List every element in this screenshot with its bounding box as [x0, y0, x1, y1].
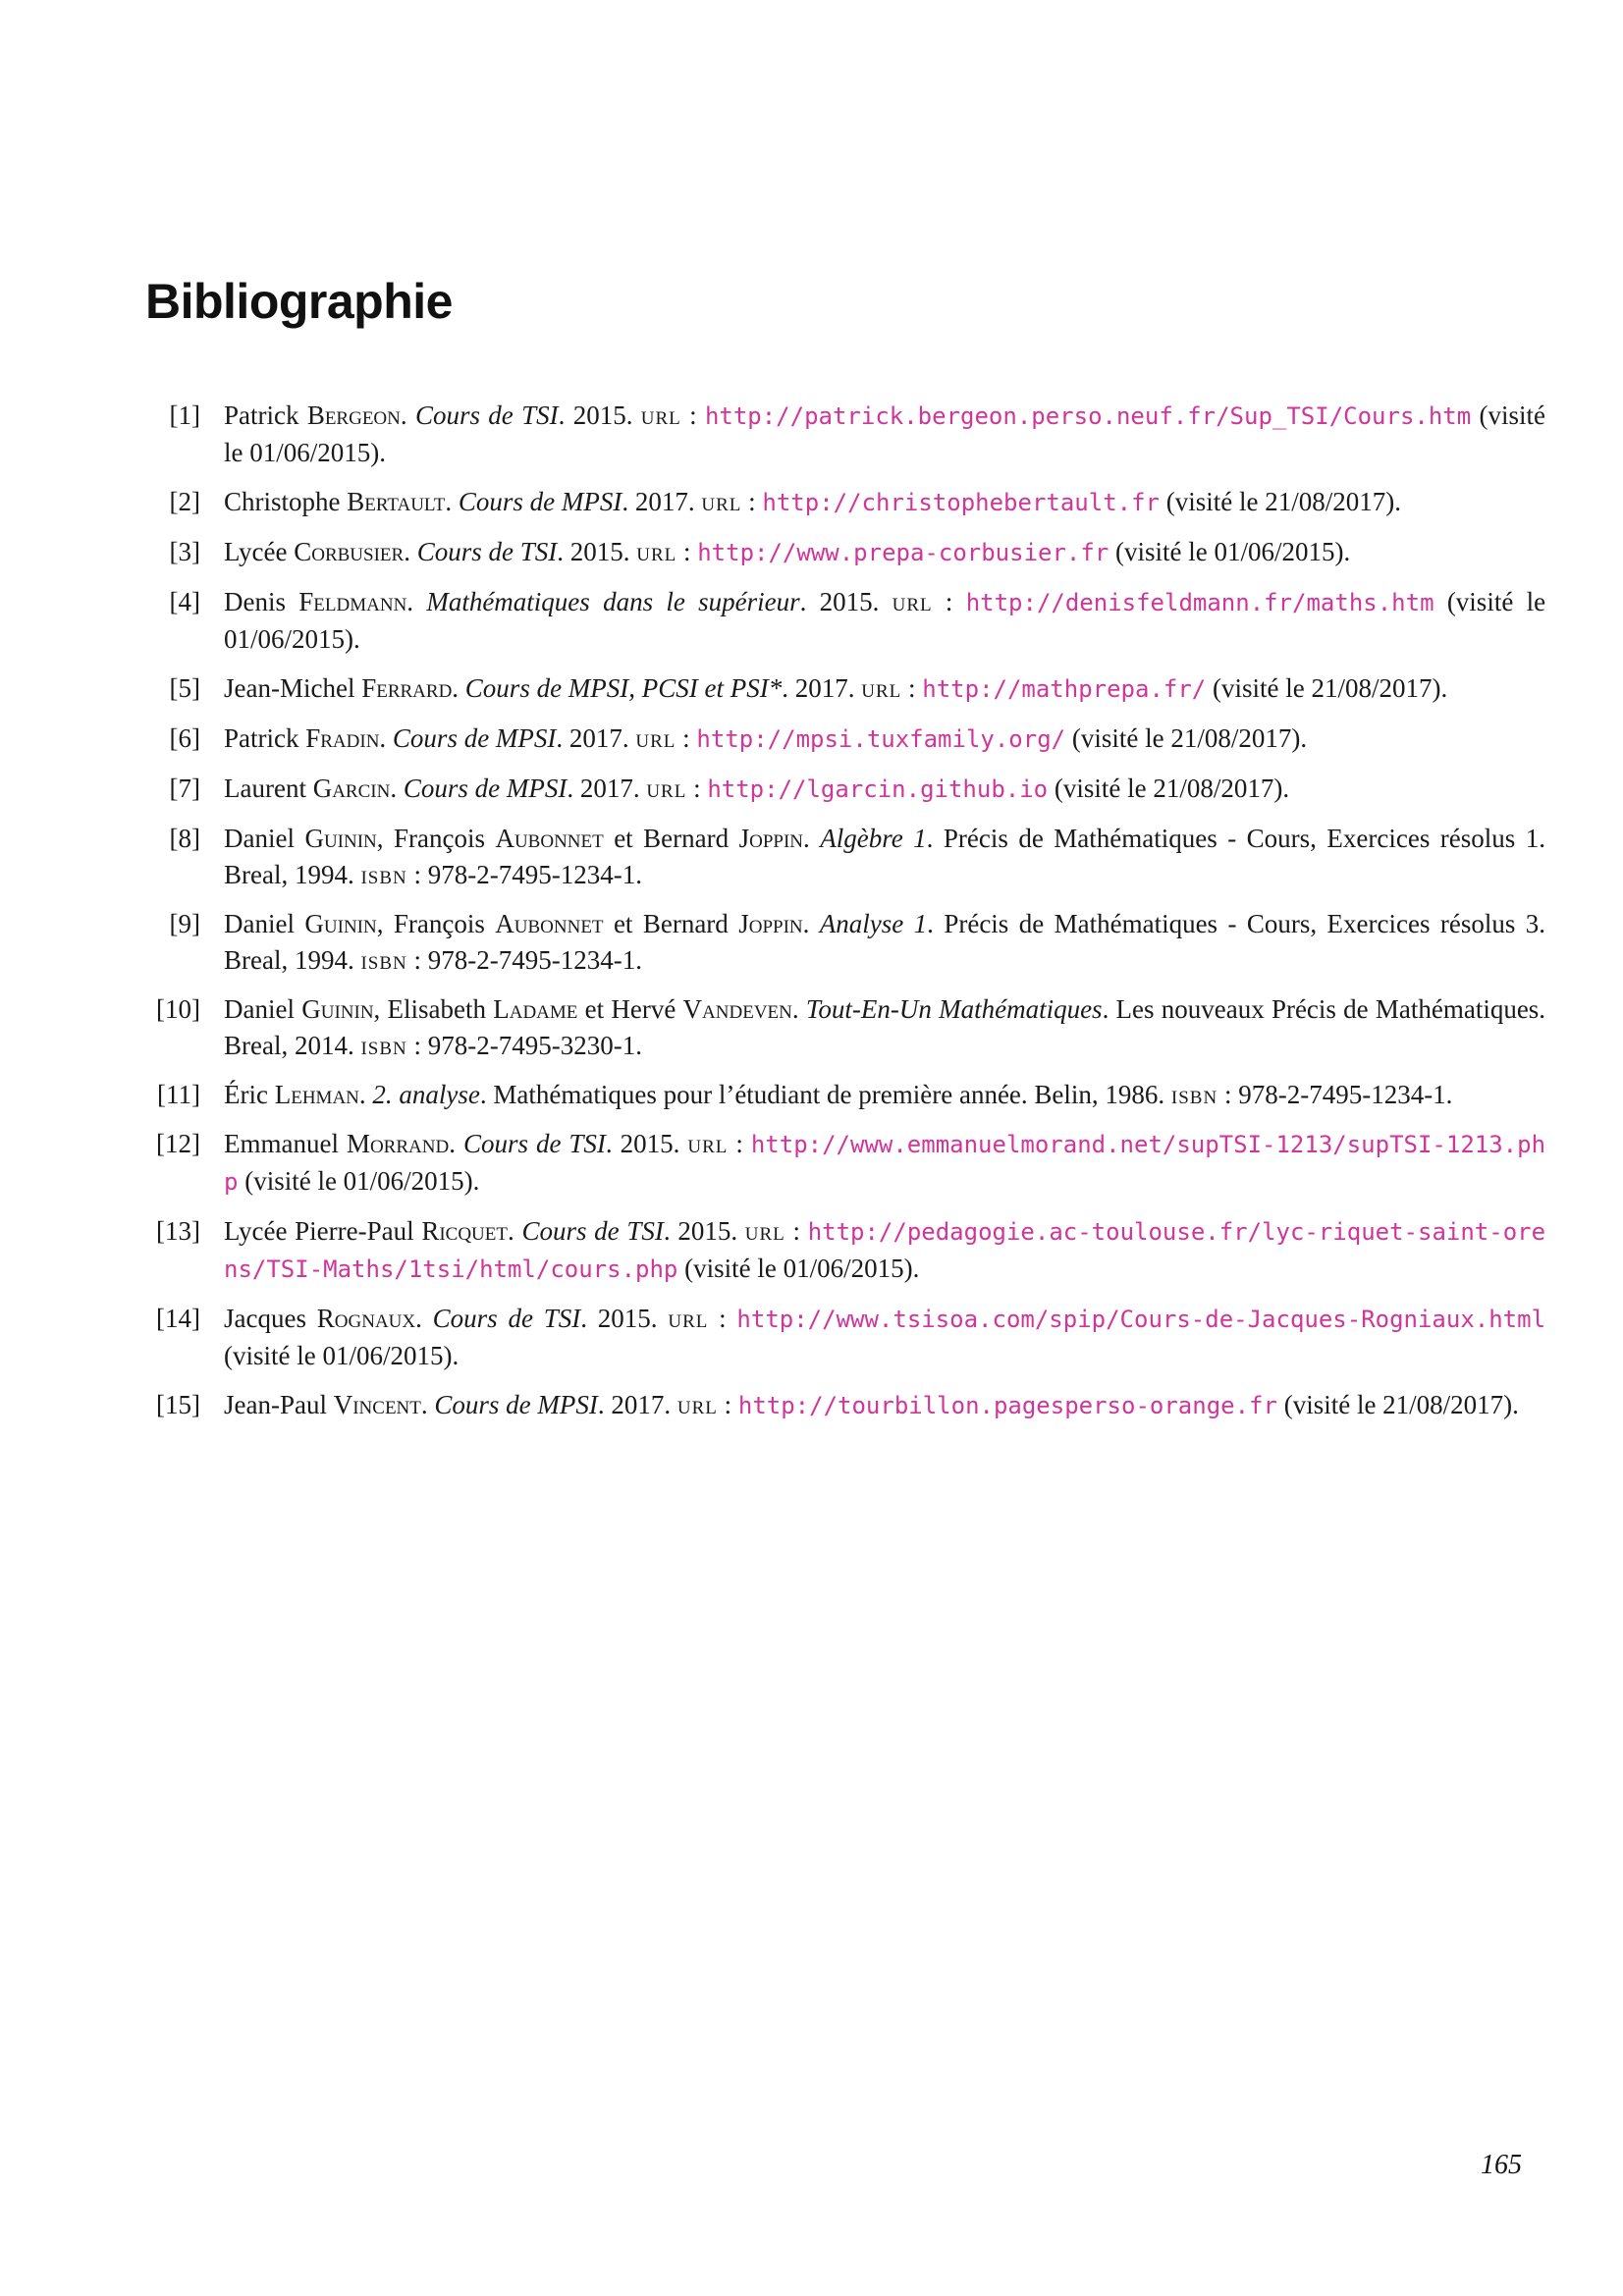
author-first-name: Christophe	[224, 487, 341, 516]
visited-date: (visité le 01/06/2015).	[1115, 537, 1351, 566]
entry-text: Jean-Paul Vincent. Cours de MPSI. 2017. url : http://tourbillon.pagesperso-orange.fr (visité le 21/08/2017).	[224, 1390, 1519, 1419]
url-label: url	[701, 487, 742, 516]
entry-url-link[interactable]: http://www.emmanuelmorand.net/supTSI-1213/supTSI-1213.php	[224, 1131, 1546, 1196]
visited-date: (visité le 01/06/2015).	[224, 400, 1546, 467]
entry-number: [6]	[169, 723, 200, 753]
visited-date: (visité le 01/06/2015).	[684, 1254, 920, 1283]
entry-text: Patrick Fradin. Cours de MPSI. 2017. url : http://mpsi.tuxfamily.org/ (visité le 21/08/2017).	[224, 723, 1308, 753]
entry-publication: Les nouveaux Précis de Mathématiques. Breal, 2014.	[224, 994, 1546, 1060]
author-first-name: Bernard	[642, 909, 729, 938]
author-last-name: Rognaux	[316, 1304, 416, 1333]
bibliography-entry	[145, 1301, 1545, 1374]
author-first-name: Daniel	[224, 824, 295, 853]
entry-isbn: 978-2-7495-1234-1.	[427, 860, 643, 889]
url-label: url	[646, 774, 687, 803]
entry-text: Christophe Bertault. Cours de MPSI. 2017. url : http://christophebertault.fr (visité le 21/08/2017).	[224, 487, 1401, 516]
visited-date: (visité le 21/08/2017).	[1283, 1390, 1519, 1419]
entry-title: Cours de TSI	[414, 400, 559, 430]
entry-text: Jacques Rognaux. Cours de TSI. 2015. url : http://www.tsisoa.com/spip/Cours-de-Jacques-Rogniaux.html (visité le 01/06/2015).	[224, 1304, 1546, 1370]
bibliography-entry	[145, 906, 1545, 979]
bibliography-entry	[145, 670, 1545, 708]
author-first-name: Lycée Pierre-Paul	[224, 1216, 414, 1246]
entry-text: Denis Feldmann. Mathématiques dans le supérieur. 2015. url : http://denisfeldmann.fr/maths.htm (visité le 01/06/2015).	[224, 587, 1546, 654]
author-first-name: Jean-Paul	[224, 1390, 327, 1419]
author-last-name: Ricquet	[421, 1216, 508, 1246]
author-first-name: Elisabeth	[387, 994, 487, 1024]
entry-isbn: 978-2-7495-3230-1.	[427, 1031, 643, 1060]
entry-number: [10]	[156, 994, 200, 1024]
author-last-name: Vandeven	[682, 994, 792, 1024]
entry-url-link[interactable]: http://tourbillon.pagesperso-orange.fr	[737, 1392, 1277, 1419]
entry-title: Cours de TSI	[416, 537, 558, 566]
entry-number: [12]	[156, 1129, 200, 1158]
entry-text: Lycée Corbusier. Cours de TSI. 2015. url : http://www.prepa-corbusier.fr (visité le 01/06/2015).	[224, 537, 1351, 566]
author-first-name: Laurent	[224, 774, 306, 803]
author-last-name: Corbusier	[294, 537, 405, 566]
author-first-name: Daniel	[224, 909, 295, 938]
author-first-name: François	[393, 909, 485, 938]
entry-title: Cours de MPSI	[392, 723, 557, 753]
bibliography-entry	[145, 1126, 1545, 1201]
bibliography-entry	[145, 1213, 1545, 1288]
isbn-label: isbn	[360, 945, 407, 975]
entry-number: [13]	[156, 1216, 200, 1246]
entry-url-link[interactable]: http://denisfeldmann.fr/maths.htm	[965, 589, 1434, 616]
author-first-name: Hervé	[611, 994, 676, 1024]
entry-title: Analyse 1	[819, 909, 928, 938]
url-label: url	[635, 723, 676, 753]
bibliography-entry	[145, 1077, 1545, 1113]
author-first-name: Jacques	[224, 1304, 306, 1333]
entry-text: Éric Lehman. 2. analyse. Mathématiques pour l’étudiant de première année. Belin, 1986. isbn : 978-2-7495-1234-1.	[224, 1080, 1453, 1109]
entry-url-link[interactable]: http://www.tsisoa.com/spip/Cours-de-Jacques-Rogniaux.html	[736, 1306, 1546, 1333]
page-title: Bibliographie	[145, 274, 453, 329]
entry-isbn: 978-2-7495-1234-1.	[1238, 1080, 1453, 1109]
author-last-name: Guinin	[304, 909, 377, 938]
entry-title: Cours de TSI	[432, 1304, 581, 1333]
entry-year: 2015	[677, 1216, 731, 1246]
url-label: url	[676, 1390, 718, 1419]
entry-number: [4]	[169, 587, 200, 616]
isbn-label: isbn	[1170, 1080, 1218, 1109]
author-last-name: Joppin	[738, 824, 804, 853]
entry-text: Jean-Michel Ferrard. Cours de MPSI, PCSI et PSI*. 2017. url : http://mathprepa.fr/ (visité le 21/08/2017).	[224, 673, 1448, 703]
author-first-name: Jean-Michel	[224, 673, 355, 703]
author-last-name: Garcin	[312, 774, 391, 803]
bibliography-entry	[145, 584, 1545, 658]
entry-url-link[interactable]: http://pedagogie.ac-toulouse.fr/lyc-riquet-saint-orens/TSI-Maths/1tsi/html/cours.php	[224, 1218, 1546, 1283]
author-first-name: Lycée	[224, 537, 288, 566]
entry-url-link[interactable]: http://www.prepa-corbusier.fr	[697, 539, 1109, 566]
author-last-name: Vincent	[333, 1390, 421, 1419]
isbn-label: isbn	[360, 1031, 407, 1060]
author-last-name: Fradin	[305, 723, 380, 753]
entry-title: Cours de MPSI	[434, 1390, 598, 1419]
visited-date: (visité le 01/06/2015).	[224, 587, 1546, 654]
author-first-name: Daniel	[224, 994, 295, 1024]
isbn-label: isbn	[360, 860, 407, 889]
entry-url-link[interactable]: http://christophebertault.fr	[762, 489, 1160, 516]
entry-number: [7]	[169, 774, 200, 803]
bibliography-entry	[145, 721, 1545, 758]
entry-year: 2017	[611, 1390, 665, 1419]
visited-date: (visité le 21/08/2017).	[1054, 774, 1290, 803]
author-first-name: François	[394, 824, 485, 853]
entry-title: Cours de MPSI	[458, 487, 622, 516]
visited-date: (visité le 21/08/2017).	[1213, 673, 1448, 703]
author-last-name: Lehman	[274, 1080, 359, 1109]
author-last-name: Bergeon	[306, 400, 401, 430]
url-label: url	[636, 537, 677, 566]
bibliography-entry	[145, 1387, 1545, 1424]
entry-number: [3]	[169, 537, 200, 566]
bibliography-list	[145, 398, 1545, 1437]
entry-url-link[interactable]: http://mathprepa.fr/	[922, 675, 1207, 703]
bibliography-entry	[145, 991, 1545, 1064]
page-number: 165	[1481, 2150, 1522, 2180]
author-first-name: Patrick	[224, 400, 299, 430]
entry-text: Daniel Guinin, Elisabeth Ladame et Hervé Vandeven. Tout-En-Un Mathématiques. Les nouveaux Précis de Mathématiques. Breal, 2014. isbn : 978-2-7495-3230-1.	[224, 994, 1546, 1060]
entry-year: 2017	[634, 487, 688, 516]
entry-title: Cours de TSI	[462, 1129, 606, 1158]
entry-url-link[interactable]: http://lgarcin.github.io	[707, 775, 1049, 803]
visited-date: (visité le 01/06/2015).	[244, 1166, 480, 1196]
entry-text: Daniel Guinin, François Aubonnet et Bernard Joppin. Analyse 1. Précis de Mathématiques - Cours, Exercices résolus 3. Breal, 1994. isbn : 978-2-7495-1234-1.	[224, 909, 1545, 975]
entry-year: 2017	[794, 673, 848, 703]
entry-number: [15]	[156, 1390, 200, 1419]
bibliography-entry	[145, 821, 1545, 893]
entry-isbn: 978-2-7495-1234-1.	[427, 945, 643, 975]
author-last-name: Feldmann	[298, 587, 407, 616]
author-last-name: Guinin	[304, 824, 377, 853]
entry-number: [9]	[169, 909, 200, 938]
entry-title: Cours de TSI	[521, 1216, 664, 1246]
entry-text: Lycée Pierre-Paul Ricquet. Cours de TSI. 2015. url : http://pedagogie.ac-toulouse.fr/lyc-riquet-saint-orens/TSI-Maths/1tsi/html/cours.php (visité le 01/06/2015).	[224, 1216, 1546, 1283]
author-first-name: Bernard	[643, 824, 730, 853]
entry-publication: Précis de Mathématiques - Cours, Exercices résolus 1. Breal, 1994.	[224, 824, 1545, 889]
entry-number: [8]	[169, 824, 200, 853]
entry-text: Emmanuel Morrand. Cours de TSI. 2015. url : http://www.emmanuelmorand.net/supTSI-1213/supTSI-1213.php (visité le 01/06/2015).	[224, 1129, 1546, 1196]
entry-title: Tout-En-Un Mathématiques	[805, 994, 1103, 1024]
entry-year: 2015	[572, 400, 626, 430]
url-label: url	[640, 400, 681, 430]
entry-title: 2. analyse	[372, 1080, 480, 1109]
entry-title: Cours de MPSI, PCSI et PSI*	[464, 673, 783, 703]
author-first-name: Emmanuel	[224, 1129, 339, 1158]
entry-year: 2017	[579, 774, 633, 803]
author-last-name: Aubonnet	[495, 824, 604, 853]
entry-publication: Précis de Mathématiques - Cours, Exercices résolus 3. Breal, 1994.	[224, 909, 1545, 975]
author-last-name: Joppin	[738, 909, 803, 938]
url-label: url	[861, 673, 902, 703]
bibliography-entry	[145, 534, 1545, 571]
visited-date: (visité le 21/08/2017).	[1165, 487, 1401, 516]
bibliography-entry	[145, 771, 1545, 808]
entry-number: [1]	[169, 400, 200, 430]
entry-title: Cours de MPSI	[403, 774, 568, 803]
entry-year: 2017	[568, 723, 622, 753]
entry-number: [5]	[169, 673, 200, 703]
author-last-name: Ferrard	[361, 673, 453, 703]
author-first-name: Patrick	[224, 723, 299, 753]
author-first-name: Denis	[224, 587, 286, 616]
entry-year: 2015	[597, 1304, 651, 1333]
entry-text: Patrick Bergeon. Cours de TSI. 2015. url : http://patrick.bergeon.perso.neuf.fr/Sup_TSI/Cours.htm (visité le 01/06/2015).	[224, 400, 1546, 467]
entry-title: Algèbre 1	[820, 824, 927, 853]
entry-publication: Mathématiques pour l’étudiant de première année. Belin, 1986.	[493, 1080, 1165, 1109]
bibliography-entry	[145, 484, 1545, 521]
entry-text: Daniel Guinin, François Aubonnet et Bernard Joppin. Algèbre 1. Précis de Mathématiques - Cours, Exercices résolus 1. Breal, 1994. isbn : 978-2-7495-1234-1.	[224, 824, 1545, 889]
author-last-name: Aubonnet	[495, 909, 604, 938]
visited-date: (visité le 21/08/2017).	[1071, 723, 1308, 753]
entry-url-link[interactable]: http://mpsi.tuxfamily.org/	[696, 725, 1066, 753]
author-first-name: Éric	[224, 1080, 268, 1109]
entry-text: Laurent Garcin. Cours de MPSI. 2017. url : http://lgarcin.github.io (visité le 21/08/2017).	[224, 774, 1290, 803]
author-last-name: Ladame	[493, 994, 578, 1024]
entry-url-link[interactable]: http://patrick.bergeon.perso.neuf.fr/Sup_TSI/Cours.htm	[704, 402, 1472, 430]
bibliography-entry	[145, 398, 1545, 471]
url-label: url	[892, 587, 933, 616]
url-label: url	[687, 1129, 729, 1158]
entry-number: [11]	[157, 1080, 200, 1109]
entry-year: 2015	[569, 537, 623, 566]
entry-number: [14]	[156, 1304, 200, 1333]
entry-number: [2]	[169, 487, 200, 516]
entry-year: 2015	[620, 1129, 674, 1158]
author-last-name: Guinin	[301, 994, 374, 1024]
entry-year: 2015	[819, 587, 873, 616]
url-label: url	[668, 1304, 709, 1333]
author-last-name: Bertault	[347, 487, 446, 516]
url-label: url	[744, 1216, 785, 1246]
visited-date: (visité le 01/06/2015).	[224, 1341, 460, 1370]
author-last-name: Morrand	[346, 1129, 450, 1158]
entry-title: Mathématiques dans le supérieur	[426, 587, 800, 616]
